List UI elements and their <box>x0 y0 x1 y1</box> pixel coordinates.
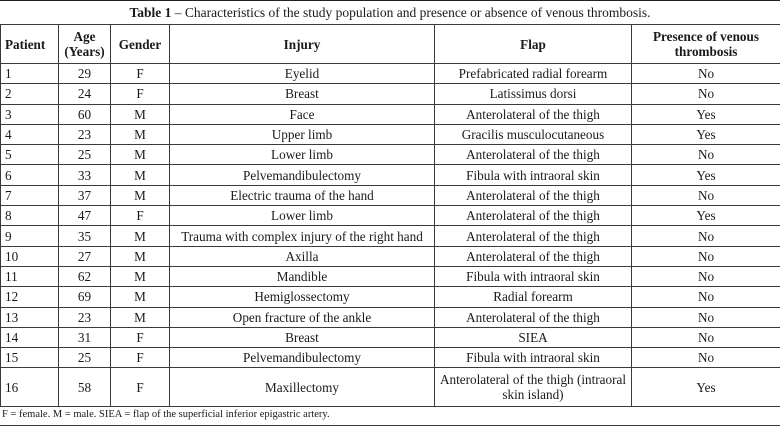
cell-thrombosis: No <box>632 327 780 347</box>
cell-patient: 10 <box>1 246 59 266</box>
header-gender: Gender <box>111 25 170 64</box>
cell-patient: 11 <box>1 266 59 286</box>
header-age: Age (Years) <box>59 25 111 64</box>
cell-gender: M <box>111 185 170 205</box>
cell-injury: Lower limb <box>170 206 435 226</box>
cell-flap: Anterolateral of the thigh <box>435 226 632 246</box>
table-row <box>1 64 780 84</box>
cell-injury: Hemiglossectomy <box>170 287 435 307</box>
cell-patient: 15 <box>1 348 59 368</box>
cell-flap: Fibula with intraoral skin <box>435 165 632 185</box>
cell-gender: M <box>111 226 170 246</box>
cell-flap: SIEA <box>435 327 632 347</box>
cell-gender: M <box>111 266 170 286</box>
table-row <box>1 206 780 226</box>
cell-thrombosis: Yes <box>632 165 780 185</box>
cell-gender: F <box>111 84 170 104</box>
cell-age: 27 <box>59 246 111 266</box>
cell-flap: Anterolateral of the thigh <box>435 307 632 327</box>
cell-patient: 2 <box>1 84 59 104</box>
cell-age: 33 <box>59 165 111 185</box>
cell-gender: F <box>111 64 170 84</box>
table-row <box>1 185 780 205</box>
cell-thrombosis: No <box>632 145 780 165</box>
characteristics-table <box>0 24 780 407</box>
table-row <box>1 327 780 347</box>
cell-thrombosis: No <box>632 266 780 286</box>
cell-injury: Breast <box>170 84 435 104</box>
cell-gender: F <box>111 348 170 368</box>
cell-gender: M <box>111 246 170 266</box>
cell-injury: Axilla <box>170 246 435 266</box>
header-thrombosis: Presence of venous thrombosis <box>632 25 780 64</box>
table-header-row <box>1 25 780 64</box>
cell-thrombosis: No <box>632 64 780 84</box>
cell-flap: Anterolateral of the thigh <box>435 145 632 165</box>
cell-patient: 3 <box>1 104 59 124</box>
cell-patient: 1 <box>1 64 59 84</box>
cell-flap: Anterolateral of the thigh (intraoral skin island) <box>435 368 632 407</box>
cell-injury: Pelvemandibulectomy <box>170 348 435 368</box>
cell-injury: Eyelid <box>170 64 435 84</box>
cell-injury: Maxillectomy <box>170 368 435 407</box>
cell-flap: Prefabricated radial forearm <box>435 64 632 84</box>
cell-injury: Mandible <box>170 266 435 286</box>
cell-gender: M <box>111 165 170 185</box>
header-flap: Flap <box>435 25 632 64</box>
cell-patient: 13 <box>1 307 59 327</box>
cell-gender: F <box>111 368 170 407</box>
cell-age: 25 <box>59 348 111 368</box>
table-row <box>1 368 780 407</box>
cell-injury: Face <box>170 104 435 124</box>
cell-age: 23 <box>59 124 111 144</box>
cell-patient: 14 <box>1 327 59 347</box>
cell-age: 60 <box>59 104 111 124</box>
cell-gender: M <box>111 145 170 165</box>
cell-flap: Anterolateral of the thigh <box>435 206 632 226</box>
cell-age: 37 <box>59 185 111 205</box>
table-caption-label: Table 1 <box>129 5 172 20</box>
cell-patient: 4 <box>1 124 59 144</box>
table-footnote: F = female. M = male. SIEA = flap of the superficial inferior epigastric artery. <box>0 407 780 426</box>
table-body <box>1 64 780 407</box>
cell-age: 35 <box>59 226 111 246</box>
table-row <box>1 246 780 266</box>
cell-injury: Upper limb <box>170 124 435 144</box>
cell-age: 58 <box>59 368 111 407</box>
cell-flap: Fibula with intraoral skin <box>435 348 632 368</box>
cell-flap: Fibula with intraoral skin <box>435 266 632 286</box>
cell-flap: Anterolateral of the thigh <box>435 104 632 124</box>
cell-gender: F <box>111 327 170 347</box>
table-caption <box>0 0 780 24</box>
cell-flap: Anterolateral of the thigh <box>435 246 632 266</box>
table-row <box>1 84 780 104</box>
table-row <box>1 145 780 165</box>
cell-gender: M <box>111 287 170 307</box>
cell-age: 23 <box>59 307 111 327</box>
cell-thrombosis: No <box>632 307 780 327</box>
table-row <box>1 307 780 327</box>
table-row <box>1 165 780 185</box>
cell-gender: M <box>111 124 170 144</box>
cell-patient: 7 <box>1 185 59 205</box>
cell-age: 25 <box>59 145 111 165</box>
cell-age: 24 <box>59 84 111 104</box>
cell-gender: F <box>111 206 170 226</box>
header-patient: Patient <box>1 25 59 64</box>
cell-patient: 5 <box>1 145 59 165</box>
cell-thrombosis: Yes <box>632 124 780 144</box>
cell-thrombosis: Yes <box>632 206 780 226</box>
cell-flap: Anterolateral of the thigh <box>435 185 632 205</box>
table-row <box>1 266 780 286</box>
table-row <box>1 104 780 124</box>
cell-age: 31 <box>59 327 111 347</box>
cell-patient: 6 <box>1 165 59 185</box>
cell-injury: Trauma with complex injury of the right hand <box>170 226 435 246</box>
cell-thrombosis: No <box>632 185 780 205</box>
cell-thrombosis: No <box>632 287 780 307</box>
cell-injury: Open fracture of the ankle <box>170 307 435 327</box>
table-caption-text: – Characteristics of the study population and presence or absence of venous thrombosis. <box>171 5 651 20</box>
cell-thrombosis: No <box>632 226 780 246</box>
table-row <box>1 124 780 144</box>
table-row <box>1 226 780 246</box>
cell-thrombosis: No <box>632 84 780 104</box>
header-injury: Injury <box>170 25 435 64</box>
cell-gender: M <box>111 307 170 327</box>
cell-patient: 9 <box>1 226 59 246</box>
cell-age: 47 <box>59 206 111 226</box>
cell-thrombosis: No <box>632 348 780 368</box>
cell-injury: Lower limb <box>170 145 435 165</box>
cell-injury: Electric trauma of the hand <box>170 185 435 205</box>
cell-patient: 12 <box>1 287 59 307</box>
table-row <box>1 287 780 307</box>
cell-injury: Pelvemandibulectomy <box>170 165 435 185</box>
table-row <box>1 348 780 368</box>
cell-age: 62 <box>59 266 111 286</box>
cell-flap: Gracilis musculocutaneous <box>435 124 632 144</box>
cell-flap: Latissimus dorsi <box>435 84 632 104</box>
cell-flap: Radial forearm <box>435 287 632 307</box>
cell-age: 29 <box>59 64 111 84</box>
cell-thrombosis: No <box>632 246 780 266</box>
cell-injury: Breast <box>170 327 435 347</box>
cell-age: 69 <box>59 287 111 307</box>
cell-patient: 16 <box>1 368 59 407</box>
cell-gender: M <box>111 104 170 124</box>
cell-patient: 8 <box>1 206 59 226</box>
cell-thrombosis: Yes <box>632 368 780 407</box>
cell-thrombosis: Yes <box>632 104 780 124</box>
